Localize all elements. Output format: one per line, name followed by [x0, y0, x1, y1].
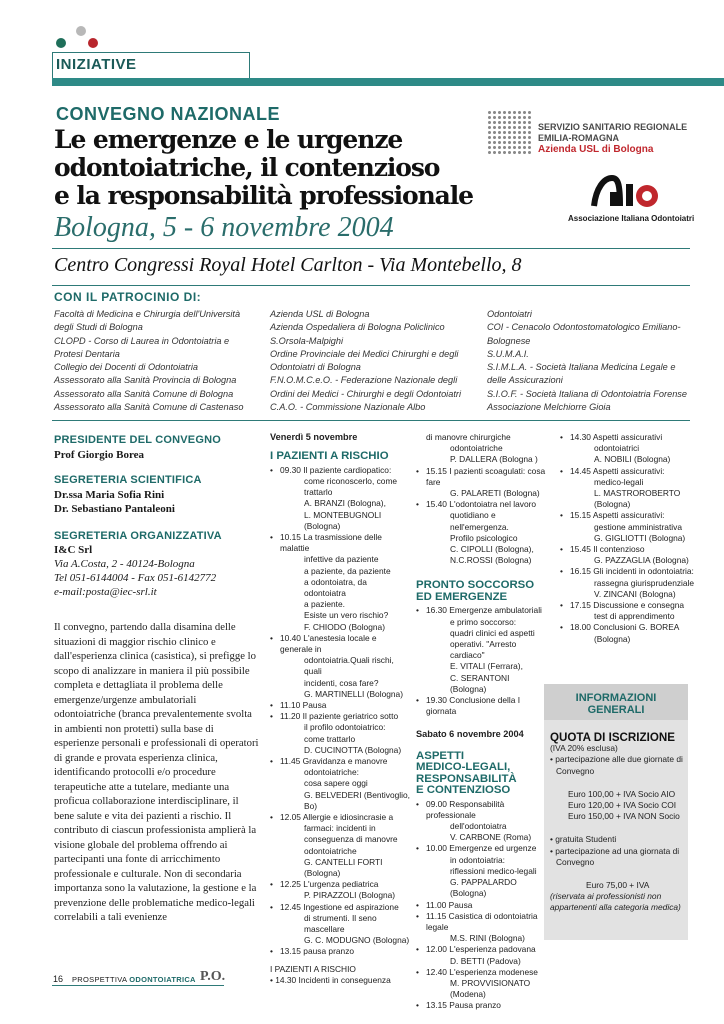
- organizer-address: Via A.Costa, 2 - 40124-Bologna: [54, 558, 195, 570]
- patronage-title: CON IL PATROCINIO DI:: [54, 290, 202, 304]
- program-line: D. BETTI (Padova): [450, 955, 521, 966]
- program-item-text: [280, 711, 410, 756]
- program-item: [416, 944, 546, 966]
- info-line: Convegno: [556, 765, 595, 776]
- heading-line: PRONTO SOCCORSO: [416, 579, 535, 592]
- bullet: •: [270, 901, 273, 912]
- headline-line: odontoiatriche, il contenzioso: [54, 153, 440, 182]
- patron-line: COI - Cenacolo Odontostomatologico Emiliano-: [487, 322, 681, 333]
- bullet: •: [270, 632, 273, 643]
- program-line: 16.15 Gli incidenti in odontoiatria:: [570, 566, 694, 577]
- program-line: operativi. "Arresto cardiaco": [450, 639, 517, 661]
- program-line: test di apprendimento: [594, 611, 675, 622]
- program-line: dell'odontoiatra: [450, 821, 507, 832]
- program-item: [416, 799, 546, 844]
- program-item-text: [570, 432, 700, 466]
- program-line: odontoiatriche: [450, 443, 503, 454]
- heading-line: E CONTENZIOSO: [416, 784, 511, 797]
- patron-line: Collegio dei Docenti di Odontoiatria: [54, 362, 199, 373]
- program-line: P. DALLERA (Bologna ): [450, 454, 538, 465]
- program-line: 12.05 Allergie e idiosincrasie a: [280, 812, 394, 822]
- program-item: [416, 432, 546, 466]
- program-line: A. BRANZI (Bologna),: [304, 498, 386, 509]
- bullet: •: [416, 798, 419, 809]
- program-item-text: [570, 622, 700, 644]
- price-list: [550, 789, 686, 823]
- program-line: L. MONTEBUGNOLI (Bologna): [304, 509, 382, 531]
- organizer-phone: Tel 051-6144004 - Fax 051-6142772: [54, 572, 217, 584]
- magazine-name: [72, 975, 196, 984]
- program-line: trattarlo: [304, 487, 333, 498]
- program-item: [270, 465, 410, 532]
- program-item-text: [280, 756, 410, 812]
- day-heading: Venerdì 5 novembre: [270, 432, 358, 442]
- session-items: [416, 799, 546, 1012]
- program-line: 16.30 Emergenze ambulatoriali: [426, 605, 542, 616]
- info-body: [550, 732, 686, 914]
- program-line: riflessioni medico-legali: [450, 865, 537, 876]
- program-line: quotidiano e nell'emergenza.: [450, 510, 509, 532]
- program-item-text: [426, 605, 546, 695]
- patron-line: Facoltà di Medicina e Chirurgia dell'Università: [54, 309, 241, 319]
- bullet: •: [270, 464, 273, 475]
- program-line: come riconoscerlo, come: [304, 475, 398, 486]
- program-line: N.C.ROSSI (Bologna): [450, 555, 532, 566]
- program-line: 19.30 Conclusione della I giornata: [426, 695, 521, 717]
- patron-line: Assessorato alla Sanità Provincia di Bologna: [54, 375, 237, 386]
- heading-line: RESPONSABILITÀ: [416, 772, 517, 785]
- session-continuation: [270, 964, 410, 986]
- program-item: [416, 967, 546, 1001]
- bullet: •: [416, 605, 419, 616]
- program-line: infettive da paziente: [304, 554, 379, 565]
- program-item-text: [280, 902, 410, 947]
- program-line: 11.00 Pausa: [426, 899, 473, 910]
- program-line: G. C. MODUGNO (Bologna): [304, 935, 410, 946]
- program-item: [416, 499, 546, 566]
- info-line: • partecipazione alle due giornate di: [550, 754, 683, 765]
- program-line: 11.15 Casistica di odontoiatria legale: [426, 910, 538, 932]
- patron-line: S.I.M.L.A. - Società Italiana Medicina Legale e: [487, 362, 676, 373]
- program-item-text: [426, 432, 546, 466]
- program-item: [270, 902, 410, 947]
- program-line: 14.45 Aspetti assicurativi:: [570, 465, 665, 476]
- program-line: conseguenza di manovre: [304, 834, 398, 845]
- program-line: medico-legali: [594, 476, 644, 487]
- bullet: •: [560, 465, 563, 476]
- patron-line: Bolognese: [487, 335, 531, 346]
- green-dot-icon: [56, 38, 66, 48]
- heading-line: ED EMERGENZE: [416, 590, 508, 603]
- patron-line: Ordini dei Medici - Chirurghi e degli Odontoiatri: [270, 388, 461, 399]
- program-item-text: [570, 466, 700, 511]
- info-line: • gratuita Studenti: [550, 834, 617, 845]
- program-item: [416, 900, 546, 911]
- program-line: 15.15 I pazienti scoagulati: cosa fare: [426, 465, 546, 487]
- event-headline: [54, 126, 494, 210]
- program-item: [270, 532, 410, 633]
- program-item-text: [570, 600, 700, 622]
- patron-line: Assessorato alla Sanità Comune di Castenaso: [54, 402, 244, 413]
- program-item-text: [426, 499, 546, 566]
- program-item-text: [280, 633, 410, 700]
- program-line: 15.15 Aspetti assicurativi:: [570, 510, 665, 521]
- bullet: •: [560, 600, 563, 611]
- program-line: G. GIGLIOTTI (Bologna): [594, 532, 686, 543]
- program-line: cosa sapere oggi: [304, 778, 368, 789]
- program-line: a odontoiatra, da odontoiatra: [304, 576, 367, 598]
- bullet: •: [560, 622, 563, 633]
- magazine-title: ODONTOIATRICA: [129, 975, 196, 984]
- program-item-text: [280, 946, 410, 957]
- president-name: Prof Giorgio Borea: [54, 449, 145, 461]
- session-heading: [416, 580, 546, 603]
- program-item: [416, 466, 546, 500]
- patron-line: F.N.O.M.C.e.O. - Federazione Nazionale degli: [270, 375, 458, 386]
- program-line: I PAZIENTI A RISCHIO: [270, 963, 356, 974]
- program-item-text: [426, 799, 546, 844]
- program-line: Profilo psicologico: [450, 532, 518, 543]
- program-line: farmaci: incidenti in: [304, 823, 376, 834]
- bullet: •: [560, 544, 563, 555]
- program-item: [560, 510, 700, 544]
- bullet: •: [416, 843, 419, 854]
- program-item: [416, 911, 546, 945]
- program-line: 12.00 L'esperienza padovana: [426, 944, 536, 955]
- program-item: [560, 622, 700, 644]
- patron-line: CLOPD - Corso di Laurea in Odontoiatria e: [54, 335, 230, 346]
- organizer-name: I&C Srl: [54, 544, 93, 556]
- program-line: G. PAPPALARDO (Bologna): [450, 877, 517, 899]
- program-line: e primo soccorso:: [450, 616, 517, 627]
- program-line: C. CIPOLLI (Bologna),: [450, 544, 534, 555]
- session-heading: [416, 751, 546, 797]
- program-line: gestione amministrativa: [594, 521, 682, 532]
- ssr-line: EMILIA-ROMAGNA: [538, 133, 619, 143]
- program-line: 10.15 La trasmissione delle malattie: [280, 531, 382, 554]
- patron-line: delle Assicurazioni: [487, 375, 563, 386]
- program-item: [416, 695, 546, 717]
- section-label: INIZIATIVE: [56, 56, 137, 73]
- patron-line: S.U.M.A.I.: [487, 348, 529, 359]
- program-item-text: [426, 944, 546, 966]
- program-item-text: [426, 466, 546, 500]
- patron-line: C.A.O. - Commissione Nazionale Albo: [270, 402, 426, 413]
- program-item: [270, 756, 410, 812]
- program-item: [270, 711, 410, 756]
- info-heading-line: INFORMAZIONI: [575, 692, 657, 704]
- program-item: [416, 843, 546, 899]
- program-item-text: [570, 566, 700, 600]
- program-line: 12.45 Ingestione ed aspirazione: [280, 901, 399, 912]
- session-items: [416, 605, 546, 717]
- program-line: di strumenti. Il seno mascellare: [304, 912, 377, 935]
- program-line: (Bologna): [594, 633, 631, 644]
- program-line: 18.00 Conclusioni G. BOREA: [570, 622, 680, 633]
- organizer-email: e-mail:posta@iec-srl.it: [54, 586, 157, 598]
- bullet: •: [270, 699, 273, 710]
- bullet: •: [416, 910, 419, 921]
- program-line: V. ZINCANI (Bologna): [594, 588, 676, 599]
- footer-rule: [52, 985, 224, 986]
- scientific-name: Dr. Sebastiano Pantaleoni: [54, 503, 175, 515]
- program-line: incidenti, cosa fare?: [304, 677, 379, 688]
- event-venue: Centro Congressi Royal Hotel Carlton - Via Montebello, 8: [54, 254, 522, 276]
- program-line: 14.30 Aspetti assicurativi: [570, 432, 663, 442]
- program-line: quadri clinici ed aspetti: [450, 627, 535, 638]
- president-heading: PRESIDENTE DEL CONVEGNO: [54, 434, 221, 446]
- program-line: 10.40 L'anestesia locale e generale in: [280, 632, 377, 654]
- program-item: [270, 812, 410, 879]
- bullet: •: [416, 465, 419, 476]
- program-line: 11.45 Gravidanza e manovre: [280, 755, 388, 766]
- patronage-column-3: [487, 308, 717, 414]
- program-line: D. CUCINOTTA (Bologna): [304, 744, 402, 755]
- program-item-text: [280, 700, 410, 711]
- bullet: •: [560, 566, 563, 577]
- program-line: M.S. RINI (Bologna): [450, 933, 525, 944]
- bullet: [416, 432, 426, 466]
- program-item: [560, 544, 700, 566]
- program-line: L. MASTROROBERTO (Bologna): [594, 488, 681, 510]
- program-line: odontoiatriche:: [304, 767, 359, 778]
- divider: [52, 248, 690, 249]
- program-item: [416, 605, 546, 695]
- program-line: G. CANTELLI FORTI (Bologna): [304, 856, 383, 879]
- headline-line: e la responsabilità professionale: [54, 181, 473, 210]
- patron-line: Odontoiatri di Bologna: [270, 362, 361, 373]
- bullet: •: [270, 711, 273, 722]
- ssr-logo-text: [538, 122, 687, 155]
- divider: [52, 420, 690, 421]
- program-item-text: [570, 510, 700, 544]
- bullet: •: [416, 499, 419, 510]
- intro-paragraph: Il convegno, partendo dalla disamina delle situazioni di maggior rischio clinico e dall'esperienza clinica (casistica), si prefigge lo scopo di analizzare in maniera il più possibile completa e dettagliata il problema delle emergenze/urgenze ambulatoriali odontoiatriche (branca prevalentemente svolta in ambienti non protetti) sulla base di esperienze personali e professionali di operatori di grande e provata esperienza clinica, identificando protocolli e/o procedure terapeutiche atte a tutelare, mediante una proficua collaborazione interdisciplinare, il bene salute e vita dei pazienti a rischio. Il contributo di ciascun professionista amplierà la visione globale del problema offrendo ai partecipanti una fonte di arricchimento professionale e culturale. Non di secondaria importanza sono la valutazione, la gestione e la prevenzione delle problematiche medico-legali correlabili a tali evenienze: [54, 621, 259, 923]
- price-line: Euro 100,00 + IVA Socio AIO: [568, 788, 676, 799]
- info-line: Convegno: [556, 856, 595, 867]
- scientific-name: Dr.ssa Maria Sofia Rini: [54, 489, 165, 501]
- divider: [52, 285, 690, 286]
- program-line: F. CHIODO (Bologna): [304, 621, 385, 632]
- program-item: [560, 466, 700, 511]
- program-line: 10.00 Emergenze ed urgenze: [426, 843, 537, 854]
- event-dateline: Bologna, 5 - 6 novembre 2004: [54, 212, 394, 243]
- info-note: appartenenti alla categoria medica): [550, 902, 681, 913]
- program-line: 15.45 Il contenzioso: [570, 544, 645, 555]
- program-line: odontoiatrici: [594, 443, 640, 454]
- info-heading-line: GENERALI: [587, 704, 645, 716]
- heading-line: ASPETTI: [416, 749, 465, 762]
- quota-title: QUOTA DI ISCRIZIONE: [550, 731, 675, 744]
- patron-line: Azienda USL di Bologna: [270, 309, 370, 319]
- program-line: a paziente, da paziente: [304, 565, 391, 576]
- program-line: 13.15 pausa pranzo: [280, 946, 355, 957]
- program-item: [560, 566, 700, 600]
- program-line: 09.30 Il paziente cardiopatico:: [280, 464, 392, 475]
- program-item-text: [280, 879, 410, 901]
- patron-line: S.I.O.F. - Società Italiana di Odontoiatria Forense: [487, 388, 688, 399]
- page-number: 16: [53, 974, 64, 984]
- info-line: • partecipazione ad una giornata di: [550, 845, 680, 856]
- session-items: [416, 432, 546, 566]
- patron-line: Assessorato alla Sanità Comune di Bologna: [54, 388, 234, 399]
- program-line: C. SERANTONI (Bologna): [450, 672, 510, 694]
- program-line: 17.15 Discussione e consegna: [570, 600, 685, 611]
- program-item-text: [426, 695, 546, 717]
- bullet: •: [560, 510, 563, 521]
- program-line: Esiste un vero rischio?: [304, 610, 389, 621]
- session-items: [560, 432, 700, 645]
- bullet: •: [270, 531, 273, 542]
- program-line: in odontoiatria:: [450, 854, 505, 865]
- iva-note: (IVA 20% esclusa): [550, 743, 618, 754]
- program-line: odontoiatria.Quali rischi, quali: [304, 655, 394, 677]
- program-item: [270, 879, 410, 901]
- bullet: •: [416, 944, 419, 955]
- program-line: 12.25 L'urgenza pediatrica: [280, 879, 379, 890]
- red-dot-icon: [88, 38, 98, 48]
- info-heading: [544, 684, 688, 720]
- program-line: P. PIRAZZOLI (Bologna): [304, 890, 396, 901]
- program-line: V. CARBONE (Roma): [450, 832, 532, 843]
- program-line: G. MARTINELLI (Bologna): [304, 688, 403, 699]
- program-item-text: [426, 911, 546, 945]
- program-item-text: [426, 967, 546, 1001]
- info-note: (riservata ai professionisti non: [550, 891, 662, 902]
- program-line: 15.40 L'odontoiatra nel lavoro: [426, 499, 537, 510]
- program-item-text: [280, 532, 410, 633]
- program-item-text: [570, 544, 700, 566]
- price-line: Euro 150,00 + IVA NON Socio: [568, 811, 680, 822]
- patron-line: S.Orsola-Malpighi: [270, 335, 344, 346]
- program-line: il profilo odontoiatrico:: [304, 722, 386, 733]
- grey-dot-icon: [76, 26, 86, 36]
- ssr-line: SERVIZIO SANITARIO REGIONALE: [538, 122, 688, 132]
- organizing-heading: SEGRETERIA ORGANIZZATIVA: [54, 530, 222, 542]
- program-column-1: [270, 432, 410, 986]
- program-line: 11.20 Il paziente geriatrico sotto: [280, 711, 399, 722]
- aio-logo-icon: [590, 170, 660, 210]
- patronage-column-2: [270, 308, 480, 414]
- bullet: •: [270, 879, 273, 890]
- bullet: •: [416, 966, 419, 977]
- magazine-prefix: PROSPETTIVA: [72, 975, 127, 984]
- session-items: [270, 465, 410, 958]
- program-line: 13.15 Pausa pranzo: [426, 1000, 501, 1011]
- program-item-text: [426, 843, 546, 899]
- program-line: come trattarlo: [304, 733, 356, 744]
- ssr-logo-icon: [487, 110, 531, 154]
- program-line: 12.40 L'esperienza modenese: [426, 966, 538, 977]
- program-item-text: [280, 465, 410, 532]
- program-line: M. PROVVISIONATO (Modena): [450, 977, 531, 1000]
- program-line: G. PAZZAGLIA (Bologna): [594, 555, 689, 566]
- bullet: •: [270, 946, 273, 957]
- program-line: odontoiatriche: [304, 845, 357, 856]
- bullet: •: [416, 1000, 419, 1011]
- program-item: [560, 600, 700, 622]
- program-item: [560, 432, 700, 466]
- program-line: a paziente.: [304, 599, 345, 610]
- program-line: A. NOBILI (Bologna): [594, 454, 671, 465]
- program-item: [270, 633, 410, 700]
- patron-line: Associazione Melchiorre Gioia: [487, 402, 611, 413]
- bullet: •: [416, 899, 419, 910]
- headline-line: Le emergenze e le urgenze: [54, 125, 403, 154]
- program-line: E. VITALI (Ferrara),: [450, 661, 523, 672]
- scientific-heading: SEGRETERIA SCIENTIFICA: [54, 474, 202, 486]
- program-line: G. PALARETI (Bologna): [450, 488, 540, 499]
- session-heading: I PAZIENTI A RISCHIO: [270, 450, 389, 463]
- patron-line: Odontoiatri: [487, 309, 532, 319]
- program-item-text: [426, 900, 546, 911]
- program-line: G. BELVEDERI (Bentivoglio, Bo): [304, 789, 410, 811]
- program-item: [416, 1000, 546, 1011]
- bullet: •: [270, 812, 273, 822]
- ssr-line: Azienda USL di Bologna: [538, 144, 654, 155]
- program-line: rassegna giurisprudenziale: [594, 577, 695, 588]
- program-line: di manovre chirurgiche: [426, 432, 511, 442]
- program-column-2: [416, 432, 546, 1012]
- patronage-column-1: [54, 308, 259, 414]
- bullet: •: [416, 695, 419, 706]
- patron-line: degli Studi di Bologna: [54, 322, 143, 333]
- price-line: Euro 75,00 + IVA: [586, 880, 650, 891]
- event-kicker: CONVEGNO NAZIONALE: [56, 104, 281, 124]
- program-line: 11.10 Pausa: [280, 699, 327, 710]
- program-item: [270, 700, 410, 711]
- program-item-text: [426, 1000, 546, 1011]
- section-bar: [52, 78, 724, 86]
- program-column-3: [560, 432, 700, 645]
- patron-line: Azienda Ospedaliera di Bologna Policlinico: [270, 322, 445, 333]
- program-line: 09.00 Responsabilità professionale: [426, 798, 505, 820]
- program-item-text: [280, 812, 410, 879]
- day-heading: Sabato 6 novembre 2004: [416, 729, 524, 740]
- heading-line: MEDICO-LEGALI,: [416, 761, 511, 774]
- program-line: • 14.30 Incidenti in conseguenza: [270, 974, 391, 985]
- program-item: [270, 946, 410, 957]
- price-line: Euro 120,00 + IVA Socio COI: [568, 800, 677, 811]
- bullet: •: [270, 755, 273, 766]
- bullet: •: [560, 432, 563, 442]
- magazine-mark: P.O.: [200, 969, 226, 984]
- patron-line: Protesi Dentaria: [54, 348, 120, 359]
- aio-caption: Associazione Italiana Odontoiatri: [568, 214, 695, 223]
- patron-line: Ordine Provinciale dei Medici Chirurghi e degli: [270, 348, 459, 359]
